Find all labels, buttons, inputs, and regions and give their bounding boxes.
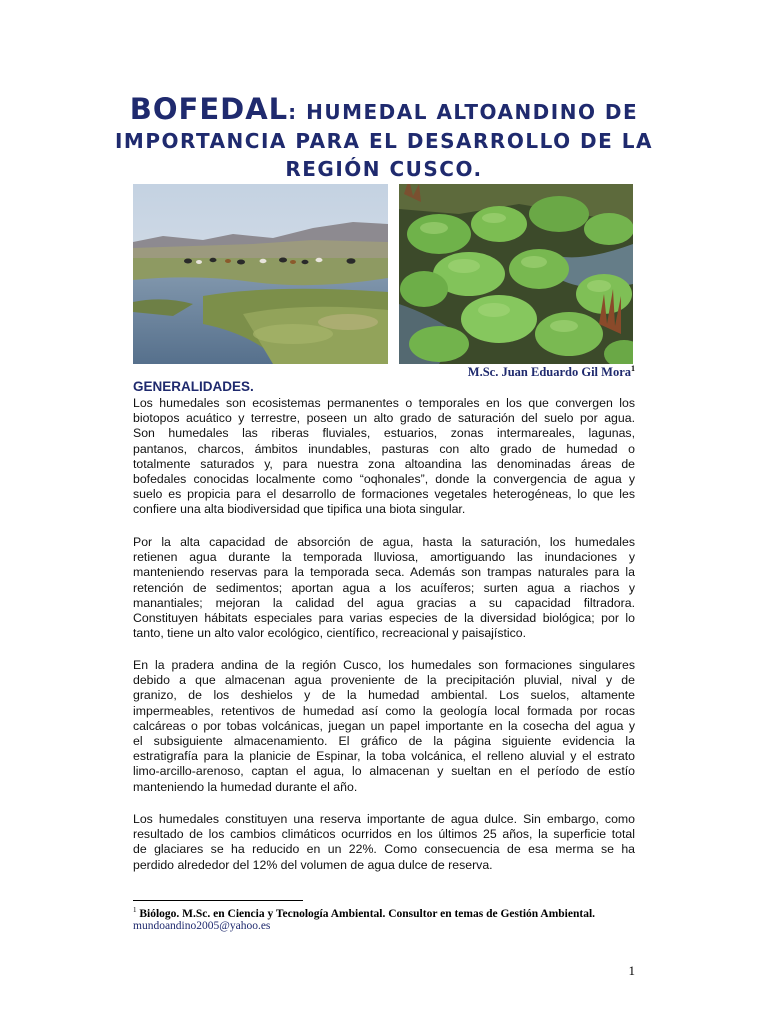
paragraph-4 (133, 812, 635, 873)
paragraph-line: tanto, tiene un alto valor ecológico, científico, recreacional y paisajístico. (133, 626, 527, 641)
title-line-3: REGIÓN CUSCO. (285, 157, 483, 181)
paragraph-line: granizo, de los deshielos y de la humedad ambiental. Los suelos, altamente (133, 688, 635, 703)
author-footnote-mark: 1 (631, 364, 635, 373)
title-lead: BOFEDAL (129, 92, 289, 126)
paragraph-line: Son humedales las riberas fluviales, estuarios, zonas intermareales, lagunas, (133, 426, 635, 441)
page-number: 1 (628, 963, 635, 978)
author-name (380, 364, 635, 380)
paragraph-line: calcáreas o por tobas volcánicas, juegan un papel importante en la cosecha del agua y (133, 718, 635, 733)
title-line-1 (100, 92, 668, 126)
paragraph-line: el subsiguiente almacenamiento. El gráfico de la página siguiente evidencia la (133, 733, 635, 748)
paragraph-line: totalmente saturados y, para nuestra zona altoandina las denominadas áreas de (133, 456, 635, 471)
author-name-text: M.Sc. Juan Eduardo Gil Mora (467, 365, 631, 380)
cushion-plants-photo (399, 184, 633, 364)
author-email-link[interactable]: mundoandino2005@yahoo.es (133, 920, 271, 932)
paragraph-line: limo-arcillo-arenoso, captan el agua, lo almacenan y sueltan en el período de estío (133, 764, 635, 779)
paragraph-line: En la pradera andina de la región Cusco, los humedales son formaciones singulares (133, 658, 635, 672)
paragraph-1 (133, 396, 635, 518)
paragraph-line: estratigrafía para la planicie de Espinar, la toba volcánica, el relleno aluvial y el estrato (133, 749, 635, 764)
paragraph-line: pantanos, charcos, ámbitos inundables, pasturas con alto grado de humedad o (133, 441, 635, 456)
paragraph-2 (133, 535, 635, 641)
footnote (133, 906, 595, 920)
paragraph-line: Constituyen hábitats especiales para varias especies de la diversidad biológica; por lo (133, 610, 635, 625)
paragraph-line: manteniendo la humedad durante el año. (133, 779, 358, 794)
paragraph-3 (133, 658, 635, 795)
title-line-2: IMPORTANCIA PARA EL DESARROLLO DE LA (114, 129, 654, 153)
paragraph-line: suelo es propicia para el desarrollo de formaciones vegetales heterogéneas, lo que les (133, 487, 635, 502)
paragraph-line: retención de sedimentos; aportan agua a los acuíferos; surten agua a riachos y (133, 580, 635, 595)
paragraph-line: manantiales; mejoran la calidad del agua gracias a su capacidad filtradora. (133, 595, 635, 610)
paragraph-line: resultado de los cambios climáticos ocurridos en los últimos 25 años, la superficie total (133, 827, 635, 842)
paragraph-line: confiere una alta biodiversidad que tipifica una biota singular. (133, 502, 466, 517)
title-line-1-rest: : HUMEDAL ALTOANDINO DE (288, 100, 639, 124)
paragraph-line: manteniendo reservas para la temporada seca. Además son trampas naturales para la (133, 565, 635, 580)
paragraph-line: debido a que almacenan agua proveniente de la precipitación pluvial, nival y de (133, 673, 635, 688)
paragraph-line: perdido alrededor del 12% del volumen de agua dulce de reserva. (133, 857, 493, 872)
paragraph-line: de glaciares se ha reducido en un 22%. Como consecuencia de esa merma se ha (133, 842, 635, 857)
paragraph-line: biotopos acuático y terrestre, poseen un alto grado de saturación del suelo por agua. (133, 411, 635, 426)
section-heading: GENERALIDADES. (133, 379, 254, 394)
footnote-divider (133, 900, 303, 901)
paragraph-line: Los humedales son ecosistemas permanentes o temporales en los que convergen los (133, 396, 635, 410)
footnote-text: Biólogo. M.Sc. en Ciencia y Tecnología Ambiental. Consultor en temas de Gestión Ambiental. (139, 907, 596, 920)
footnote-mark: 1 (133, 906, 137, 914)
paragraph-line: retienen agua durante la temporada lluviosa, amortiguando las inundaciones y (133, 550, 635, 565)
paragraph-line: bofedales conocidas localmente como “oqhonales”, donde la convergencia de agua y (133, 471, 635, 486)
bofedal-landscape-photo (133, 184, 388, 364)
paragraph-line: Los humedales constituyen una reserva importante de agua dulce. Sin embargo, como (133, 812, 635, 826)
paragraph-line: impermeables, retentivos de humedad así como la geología local formada por rocas (133, 703, 635, 718)
paragraph-line: Por la alta capacidad de absorción de agua, hasta la saturación, los humedales (133, 535, 635, 549)
